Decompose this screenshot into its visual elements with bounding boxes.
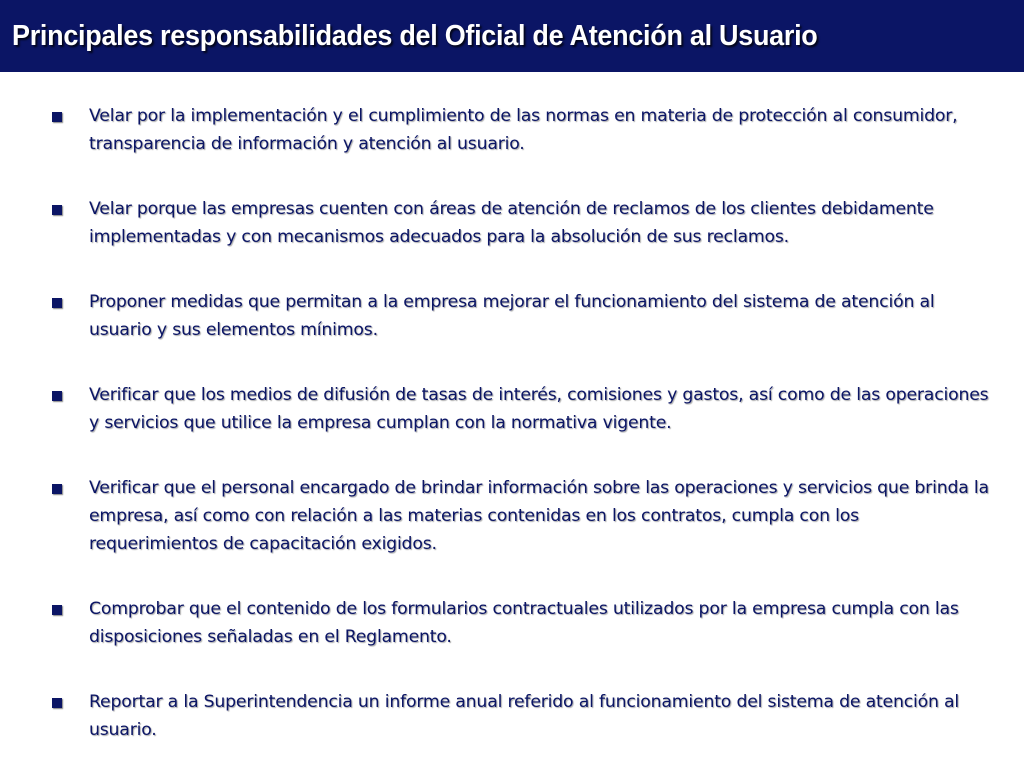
bullet-item <box>52 381 992 437</box>
square-bullet-icon <box>52 605 62 615</box>
bullet-item <box>52 688 992 744</box>
bullet-text: Velar porque las empresas cuenten con áreas de atención de reclamos de los clientes debidamente implementadas y con mecanismos adecuados para la absolución de sus reclamos. <box>89 199 934 247</box>
bullet-text: Verificar que los medios de difusión de tasas de interés, comisiones y gastos, así como de las operaciones y servicios que utilice la empresa cumplan con la normativa vigente. <box>89 385 989 433</box>
bullet-text: Reportar a la Superintendencia un informe anual referido al funcionamiento del sistema de atención al usuario. <box>89 692 960 740</box>
square-bullet-icon <box>52 205 62 215</box>
square-bullet-icon <box>52 698 62 708</box>
bullet-text: Proponer medidas que permitan a la empresa mejorar el funcionamiento del sistema de atención al usuario y sus elementos mínimos. <box>89 292 935 340</box>
square-bullet-icon <box>52 484 62 494</box>
slide-title: Principales responsabilidades del Oficial de Atención al Usuario <box>12 19 818 52</box>
bullet-text: Comprobar que el contenido de los formularios contractuales utilizados por la empresa cumpla con las disposiciones señaladas en el Reglamento. <box>89 599 959 647</box>
bullet-text: Velar por la implementación y el cumplimiento de las normas en materia de protección al consumidor, transparencia de información y atención al usuario. <box>89 106 958 154</box>
square-bullet-icon <box>52 298 62 308</box>
bullet-item <box>52 102 992 158</box>
bullet-item <box>52 195 992 251</box>
bullet-item <box>52 288 992 344</box>
bullet-item <box>52 474 992 558</box>
bullet-item <box>52 595 992 651</box>
square-bullet-icon <box>52 112 62 122</box>
bullet-text: Verificar que el personal encargado de brindar información sobre las operaciones y servicios que brinda la empresa, así como con relación a las materias contenidas en los contratos, cumpla con los requerimientos de capacitación exigidos. <box>89 478 989 554</box>
square-bullet-icon <box>52 391 62 401</box>
